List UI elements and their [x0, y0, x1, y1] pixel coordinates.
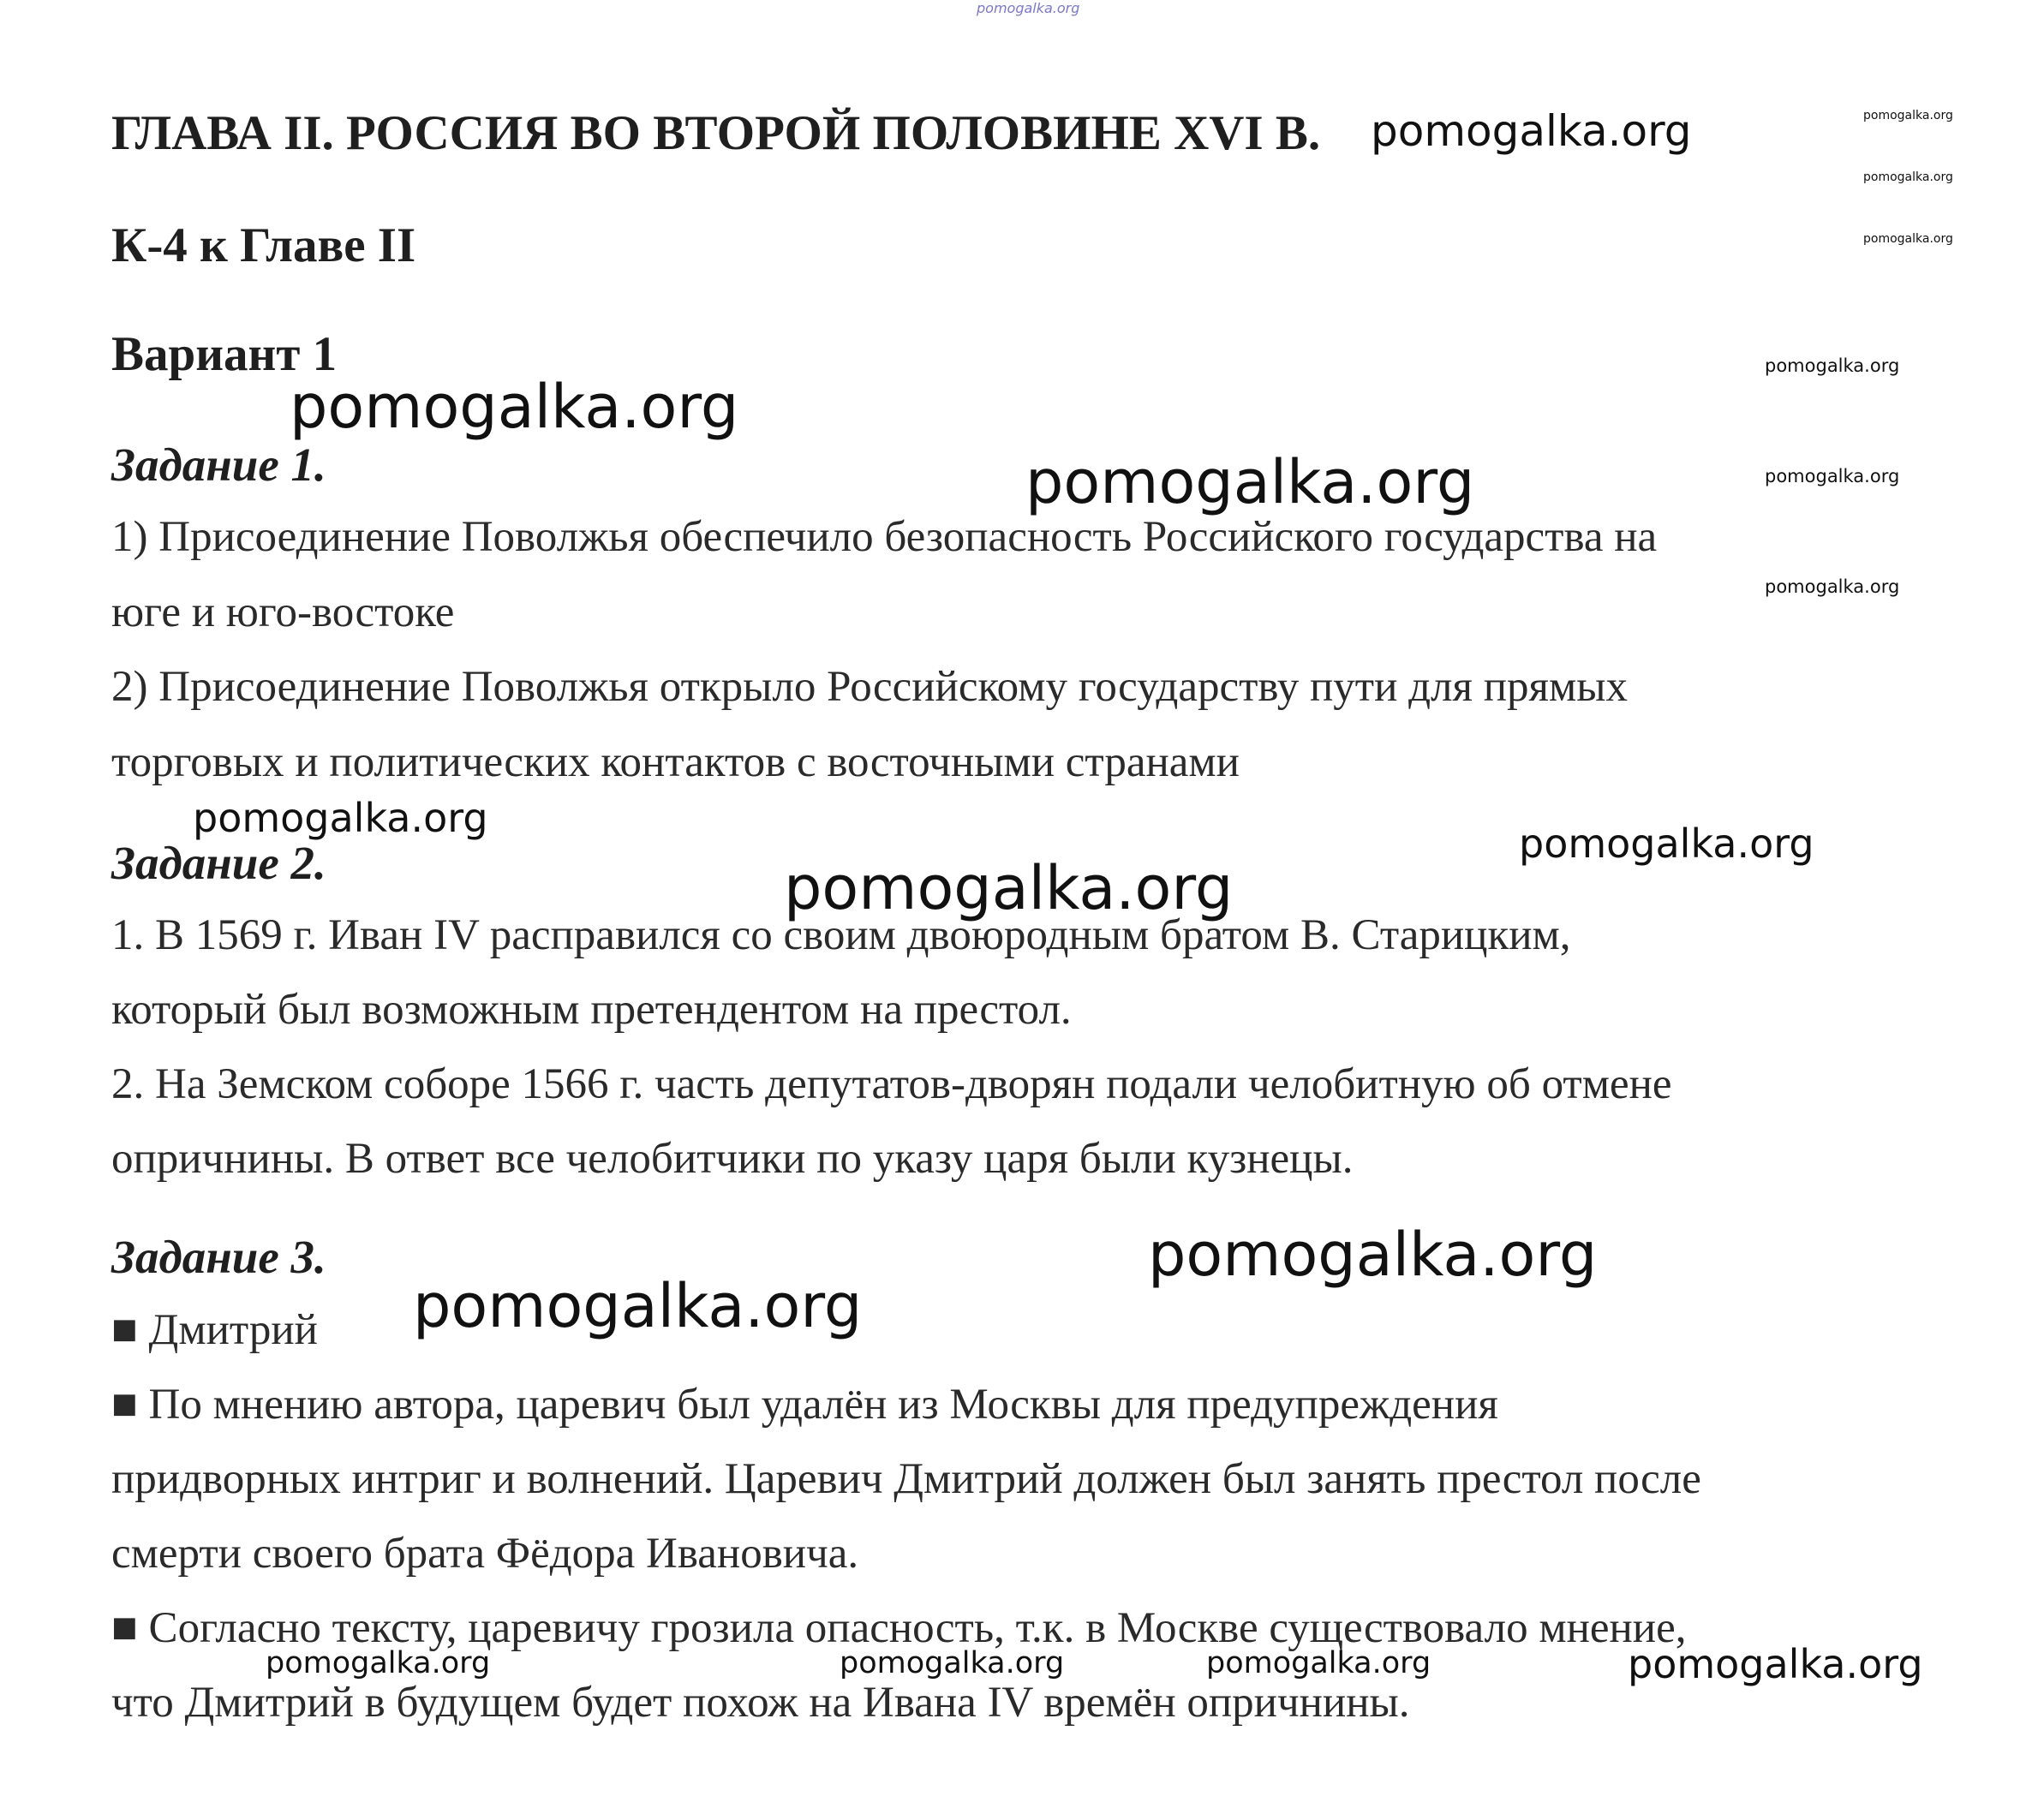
watermark-small: pomogalka.org — [1863, 109, 1953, 122]
section-title: К-4 к Главе II — [111, 218, 416, 272]
watermark-small: pomogalka.org — [1765, 466, 1900, 486]
task-3-line: смерти своего брата Фёдора Ивановича. — [111, 1530, 859, 1578]
watermark-small: pomogalka.org — [840, 1646, 1065, 1680]
watermark-small: pomogalka.org — [266, 1646, 491, 1680]
watermark-medium: pomogalka.org — [1519, 820, 1814, 867]
task-3-line: придворных интриг и волнений. Царевич Дмитрий должен был занять престол после — [111, 1455, 1701, 1503]
watermark-large: pomogalka.org — [1148, 1220, 1598, 1290]
task-3-line: что Дмитрий в будущем будет похож на Ивана IV времён опричнины. — [111, 1679, 1410, 1727]
watermark-small: pomogalka.org — [1863, 170, 1953, 184]
task-1-title: Задание 1. — [111, 439, 326, 491]
task-2-line: опричнины. В ответ все челобитчики по указу царя были кузнецы. — [111, 1135, 1354, 1183]
task-2-title: Задание 2. — [111, 837, 326, 889]
watermark-top: pomogalka.org — [977, 0, 1080, 16]
task-3-title: Задание 3. — [111, 1231, 326, 1283]
watermark-small: pomogalka.org — [1863, 232, 1953, 246]
watermark-large: pomogalka.org — [290, 372, 739, 442]
task-1-line: 2) Присоединение Поволжья открыло Российскому государству пути для прямых — [111, 663, 1629, 711]
watermark-medium: pomogalka.org — [193, 795, 488, 841]
watermark-large: pomogalka.org — [784, 853, 1234, 923]
watermark-small: pomogalka.org — [1206, 1646, 1431, 1680]
watermark-chapter: pomogalka.org — [1371, 106, 1692, 156]
variant-title: Вариант 1 — [111, 327, 338, 381]
task-1-line: 1) Присоединение Поволжья обеспечило безопасность Российского государства на — [111, 513, 1658, 561]
watermark-small: pomogalka.org — [1765, 576, 1900, 597]
task-1-line: юге и юго-востоке — [111, 588, 455, 636]
task-1-line: торговых и политических контактов с восточными странами — [111, 738, 1240, 786]
task-2-line: который был возможным претендентом на престол. — [111, 986, 1072, 1034]
task-3-line: ■ Дмитрий — [111, 1306, 318, 1354]
task-3-line: ■ Согласно тексту, царевичу грозила опасность, т.к. в Москве существовало мнение, — [111, 1604, 1687, 1652]
watermark-large: pomogalka.org — [413, 1271, 863, 1341]
watermark-small: pomogalka.org — [1765, 355, 1900, 376]
watermark-medium: pomogalka.org — [1628, 1641, 1923, 1687]
watermark-large: pomogalka.org — [1025, 447, 1475, 517]
chapter-title: ГЛАВА II. РОССИЯ ВО ВТОРОЙ ПОЛОВИНЕ XVI В. — [111, 106, 1321, 160]
task-2-line: 1. В 1569 г. Иван IV расправился со своим двоюродным братом В. Старицким, — [111, 911, 1571, 959]
task-2-line: 2. На Земском соборе 1566 г. часть депутатов-дворян подали челобитную об отмене — [111, 1060, 1672, 1108]
task-3-line: ■ По мнению автора, царевич был удалён из Москвы для предупреждения — [111, 1381, 1498, 1429]
